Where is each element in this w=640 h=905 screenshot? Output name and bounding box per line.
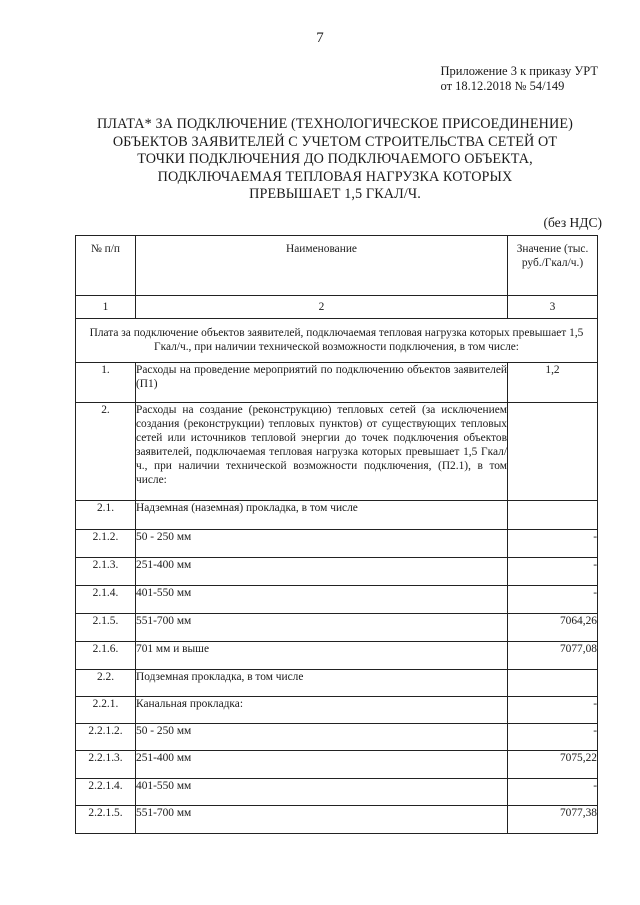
row-value: - [508,558,598,586]
section-heading-row [76,319,598,363]
title-line: ОБЪЕКТОВ ЗАЯВИТЕЛЕЙ С УЧЕТОМ СТРОИТЕЛЬСТВА СЕТЕЙ ОТ [112,133,558,150]
row-value [508,403,598,501]
header-row [76,236,598,296]
table-row [76,501,598,530]
column-number: 2 [136,296,508,319]
row-number: 2.2. [76,670,136,697]
table-row [76,806,598,834]
title-line: ПРЕВЫШАЕТ 1,5 ГКАЛ/Ч. [249,186,421,202]
row-name: 251-400 мм [136,751,508,779]
row-number: 2.1.6. [76,642,136,670]
row-name: 50 - 250 мм [136,530,508,558]
table-row [76,670,598,697]
title-line: ПОДКЛЮЧАЕМАЯ ТЕПЛОВАЯ НАГРУЗКА КОТОРЫХ [157,168,513,185]
table-row [76,751,598,779]
table-row [76,614,598,642]
row-value: - [508,779,598,806]
row-number: 2.2.1.3. [76,751,136,779]
row-name: 551-700 мм [136,614,508,642]
table-row [76,558,598,586]
row-name: 401-550 мм [136,586,508,614]
vat-note: (без НДС) [543,215,602,230]
table-row [76,530,598,558]
row-value [508,501,598,530]
table-row [76,586,598,614]
appendix-reference [441,64,599,94]
title-line: ТОЧКИ ПОДКЛЮЧЕНИЯ ДО ПОДКЛЮЧАЕМОГО ОБЪЕКТА, [137,151,533,167]
row-name: 401-550 мм [136,779,508,806]
row-number: 2.2.1. [76,697,136,724]
appendix-line-2: от 18.12.2018 № 54/149 [440,79,565,93]
row-value: 7077,38 [508,806,598,834]
row-value: - [508,697,598,724]
row-name: 251-400 мм [136,558,508,586]
row-value: 1,2 [508,363,598,403]
table-row [76,642,598,670]
row-value: - [508,586,598,614]
row-number: 2.1. [76,501,136,530]
row-number: 2.2.1.5. [76,806,136,834]
row-name: Канальная прокладка: [136,697,508,724]
table-row [76,697,598,724]
row-name: Надземная (наземная) прокладка, в том числе [136,501,508,530]
row-value: - [508,724,598,751]
title-line: ПЛАТА* ЗА ПОДКЛЮЧЕНИЕ (ТЕХНОЛОГИЧЕСКОЕ ПРИСОЕДИНЕНИЕ) [97,116,573,132]
row-value [508,670,598,697]
document-title [70,116,600,204]
row-number: 2.1.5. [76,614,136,642]
row-value: 7075,22 [508,751,598,779]
table-row [76,403,598,501]
row-name: 50 - 250 мм [136,724,508,751]
table-row [76,779,598,806]
row-number: 2.1.2. [76,530,136,558]
section-heading: Плата за подключение объектов заявителей, подключаемая тепловая нагрузка которых превышает 1,5 Гкал/ч., при наличии технической возможности подключения, в том числе: [76,319,598,363]
header-name: Наименование [136,236,508,296]
fee-table [75,235,598,834]
row-name: Подземная прокладка, в том числе [136,670,508,697]
table-row [76,363,598,403]
header-num: № п/п [76,236,136,296]
column-number: 3 [508,296,598,319]
page-number: 7 [316,30,324,46]
row-number: 1. [76,363,136,403]
row-value: 7064,26 [508,614,598,642]
header-value: Значение (тыс. руб./Гкал/ч.) [508,236,598,296]
column-number: 1 [76,296,136,319]
column-number-row [76,296,598,319]
row-number: 2.2.1.2. [76,724,136,751]
row-name: 701 мм и выше [136,642,508,670]
row-name: Расходы на создание (реконструкцию) тепловых сетей (за исключением создания (реконструкции) тепловых пунктов) от существующих тепловых сетей или источников тепловой энергии до точек подключения объектов заявителей, подключаемая тепловая нагрузка которых превышает 1,5 Гкал/ч., при наличии технической возможности подключения, (П2.1), в том числе: [136,403,508,501]
table-row [76,724,598,751]
row-name: 551-700 мм [136,806,508,834]
row-name: Расходы на проведение мероприятий по подключению объектов заявителей (П1) [136,363,508,403]
appendix-line-1: Приложение 3 к приказу УРТ [440,64,598,78]
row-number: 2.1.4. [76,586,136,614]
row-value: 7077,08 [508,642,598,670]
row-number: 2.1.3. [76,558,136,586]
row-number: 2. [76,403,136,501]
row-number: 2.2.1.4. [76,779,136,806]
row-value: - [508,530,598,558]
